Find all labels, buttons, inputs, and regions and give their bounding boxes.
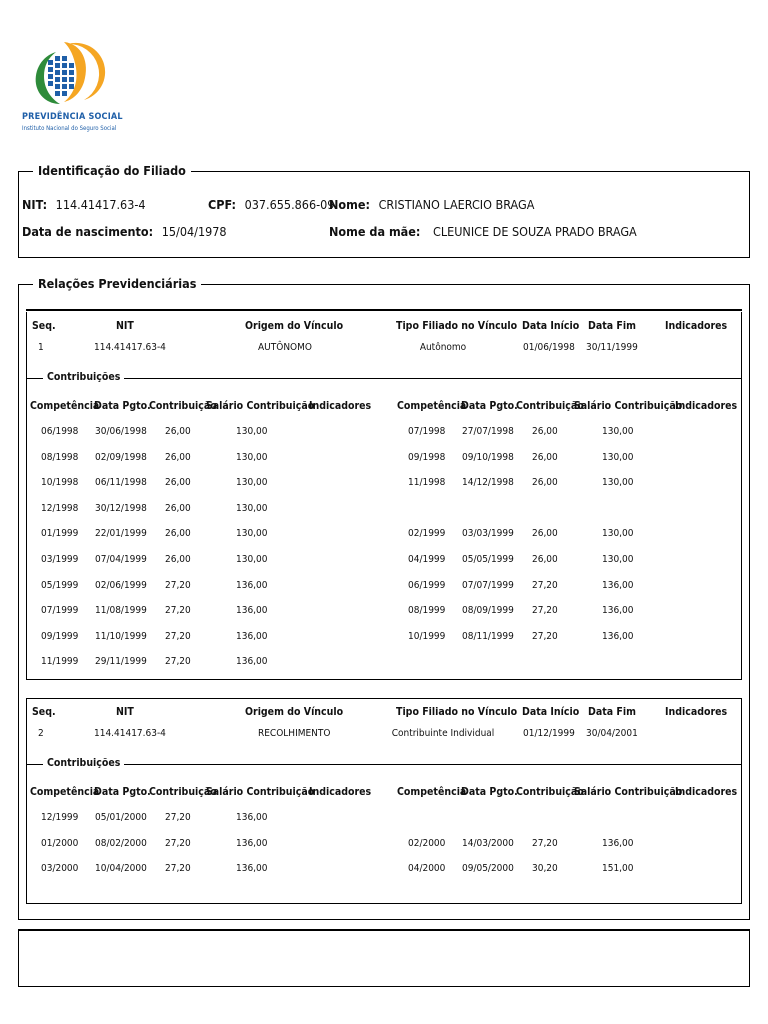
cpf-value: 037.655.866-09	[244, 197, 335, 212]
salario-cell: 136,00	[602, 630, 634, 642]
nascimento-label: Data de nascimento:	[22, 224, 154, 239]
mae-label: Nome da mãe:	[329, 224, 421, 239]
contribuicao-cell: 27,20	[165, 863, 191, 875]
vinculo-nit: 114.41417.63-4	[94, 342, 166, 353]
competencia-cell: 06/1999	[408, 579, 446, 591]
contribuicao-cell: 27,20	[165, 630, 191, 642]
contribuicao-cell: 30,20	[532, 863, 558, 875]
contribuicao-cell: 26,00	[532, 528, 558, 540]
header-salario: Salário Contribuição	[574, 786, 683, 798]
header-competencia: Competência	[397, 786, 467, 798]
header-indicadores-contrib: Indicadores	[675, 786, 738, 798]
salario-cell: 130,00	[236, 451, 268, 463]
mae-row	[329, 221, 637, 240]
salario-cell: 151,00	[602, 863, 634, 875]
nit-value: 114.41417.63-4	[55, 197, 146, 212]
identificacao-section	[18, 171, 750, 258]
vinculo-block	[26, 312, 742, 680]
data-pgto-cell: 05/01/2000	[95, 812, 147, 823]
competencia-cell: 01/2000	[41, 837, 79, 849]
salario-cell: 136,00	[602, 605, 634, 617]
competencia-cell: 04/2000	[408, 863, 446, 875]
vinculo-fim: 30/04/2001	[586, 728, 638, 739]
salario-cell: 130,00	[236, 502, 268, 514]
header-origem: Origem do Vínculo	[245, 320, 344, 332]
data-pgto-cell: 22/01/1999	[95, 528, 147, 540]
data-pgto-cell: 03/03/1999	[462, 528, 514, 540]
logo-title: PREVIDÊNCIA SOCIAL	[22, 112, 123, 122]
header-contribuicao: Contribuição	[149, 400, 217, 412]
header-seq: Seq.	[32, 320, 56, 332]
header-salario: Salário Contribuição	[206, 400, 315, 412]
vinculo-tipo: Contribuinte Individual	[391, 728, 495, 739]
header-indicadores-contrib: Indicadores	[309, 786, 372, 798]
data-pgto-cell: 05/05/1999	[462, 554, 514, 565]
header-nit: NIT	[116, 706, 134, 718]
vinculo-nit: 114.41417.63-4	[94, 728, 166, 739]
vinculo-seq: 2	[38, 728, 44, 739]
nome-value: CRISTIANO LAERCIO BRAGA	[378, 197, 535, 212]
vinculo-origem: RECOLHIMENTO	[258, 728, 331, 739]
salario-cell: 130,00	[236, 426, 268, 437]
header-nit: NIT	[116, 320, 134, 332]
contribuicao-cell: 26,00	[532, 451, 558, 463]
competencia-cell: 10/1999	[408, 630, 446, 642]
competencia-cell: 07/1998	[408, 426, 446, 437]
header-fim: Data Fim	[588, 706, 636, 718]
contribuicao-cell: 27,20	[532, 579, 558, 591]
previdencia-logo-icon	[20, 38, 110, 138]
nascimento-row	[22, 221, 227, 240]
competencia-cell: 09/1998	[408, 451, 446, 463]
competencia-cell: 11/1999	[41, 656, 79, 668]
data-pgto-cell: 07/07/1999	[462, 579, 514, 591]
data-pgto-cell: 14/03/2000	[462, 837, 514, 849]
relacoes-legend: Relações Previdenciárias	[33, 276, 201, 291]
header-salario: Salário Contribuição	[574, 400, 683, 412]
contribuicao-cell: 27,20	[165, 579, 191, 591]
data-pgto-cell: 10/04/2000	[95, 863, 147, 875]
data-pgto-cell: 27/07/1998	[462, 426, 514, 437]
data-pgto-cell: 02/06/1999	[95, 579, 147, 591]
nome-row	[329, 194, 534, 213]
contribuicao-cell: 27,20	[165, 605, 191, 617]
header-fim: Data Fim	[588, 320, 636, 332]
competencia-cell: 06/1998	[41, 426, 79, 437]
data-pgto-cell: 07/04/1999	[95, 554, 147, 565]
competencia-cell: 01/1999	[41, 528, 79, 540]
contribuicao-cell: 26,00	[165, 502, 191, 514]
header-indicadores: Indicadores	[665, 320, 728, 332]
salario-cell: 130,00	[236, 477, 268, 489]
header-inicio: Data Início	[522, 706, 580, 718]
contribuicao-cell: 27,20	[165, 812, 191, 823]
header-tipo: Tipo Filiado no Vínculo	[396, 320, 518, 332]
cpf-row	[208, 194, 334, 213]
data-pgto-cell: 02/09/1998	[95, 451, 147, 463]
vinculo-inicio: 01/12/1999	[523, 728, 575, 739]
data-pgto-cell: 14/12/1998	[462, 477, 514, 489]
salario-cell: 130,00	[602, 477, 634, 489]
contribuicao-cell: 26,00	[532, 477, 558, 489]
competencia-cell: 12/1998	[41, 502, 79, 514]
nascimento-value: 15/04/1978	[161, 224, 227, 239]
data-pgto-cell: 30/06/1998	[95, 426, 147, 437]
competencia-cell: 08/1999	[408, 605, 446, 617]
contribuicao-cell: 26,00	[165, 426, 191, 437]
vinculo-inicio: 01/06/1998	[523, 342, 575, 353]
cpf-label: CPF:	[208, 197, 236, 212]
salario-cell: 130,00	[236, 554, 268, 565]
header-indicadores-contrib: Indicadores	[675, 400, 738, 412]
contribuicao-cell: 27,20	[532, 630, 558, 642]
contribuicao-cell: 26,00	[165, 451, 191, 463]
data-pgto-cell: 06/11/1998	[95, 477, 147, 489]
contribuicao-cell: 26,00	[532, 554, 558, 565]
competencia-cell: 02/1999	[408, 528, 446, 540]
header-contribuicao: Contribuição	[516, 400, 584, 412]
competencia-cell: 03/1999	[41, 554, 79, 565]
salario-cell: 130,00	[236, 528, 268, 540]
relacoes-top-rule	[26, 309, 742, 311]
competencia-cell: 09/1999	[41, 630, 79, 642]
header-data-pgto: Data Pgto.	[94, 400, 151, 412]
salario-cell: 136,00	[236, 656, 268, 668]
data-pgto-cell: 09/10/1998	[462, 451, 514, 463]
data-pgto-cell: 08/02/2000	[95, 837, 147, 849]
header-salario: Salário Contribuição	[206, 786, 315, 798]
competencia-cell: 11/1998	[408, 477, 446, 489]
vinculo-tipo: Autônomo	[419, 342, 467, 353]
header-indicadores: Indicadores	[665, 706, 728, 718]
header-data-pgto: Data Pgto.	[461, 400, 518, 412]
data-pgto-cell: 11/10/1999	[95, 630, 147, 642]
header-competencia: Competência	[30, 400, 100, 412]
vinculo-fim: 30/11/1999	[586, 342, 638, 353]
nit-label: NIT:	[22, 197, 48, 212]
contribuicoes-rule	[26, 764, 742, 765]
contribuicoes-legend: Contribuições	[43, 757, 124, 769]
header-seq: Seq.	[32, 706, 56, 718]
contribuicao-cell: 26,00	[532, 426, 558, 437]
header-origem: Origem do Vínculo	[245, 706, 344, 718]
data-pgto-cell: 08/09/1999	[462, 605, 514, 617]
competencia-cell: 04/1999	[408, 554, 446, 565]
data-pgto-cell: 29/11/1999	[95, 656, 147, 668]
header-contribuicao: Contribuição	[149, 786, 217, 798]
salario-cell: 136,00	[602, 579, 634, 591]
salario-cell: 136,00	[236, 630, 268, 642]
salario-cell: 130,00	[602, 451, 634, 463]
competencia-cell: 10/1998	[41, 477, 79, 489]
mae-value: CLEUNICE DE SOUZA PRADO BRAGA	[432, 224, 637, 239]
data-pgto-cell: 11/08/1999	[95, 605, 147, 617]
contribuicao-cell: 27,20	[532, 837, 558, 849]
nome-label: Nome:	[329, 197, 370, 212]
footer-box	[18, 929, 750, 987]
data-pgto-cell: 08/11/1999	[462, 630, 514, 642]
salario-cell: 130,00	[602, 426, 634, 437]
header-competencia: Competência	[30, 786, 100, 798]
contribuicao-cell: 27,20	[165, 837, 191, 849]
vinculo-seq: 1	[38, 342, 44, 353]
competencia-cell: 02/2000	[408, 837, 446, 849]
header-data-pgto: Data Pgto.	[94, 786, 151, 798]
contribuicoes-rule	[26, 378, 742, 379]
competencia-cell: 03/2000	[41, 863, 79, 875]
salario-cell: 136,00	[236, 579, 268, 591]
salario-cell: 136,00	[236, 605, 268, 617]
identificacao-legend: Identificação do Filiado	[33, 163, 191, 178]
competencia-cell: 12/1999	[41, 812, 79, 823]
salario-cell: 136,00	[236, 812, 268, 823]
vinculo-origem: AUTÔNOMO	[258, 342, 312, 353]
header-indicadores-contrib: Indicadores	[309, 400, 372, 412]
competencia-cell: 08/1998	[41, 451, 79, 463]
contribuicao-cell: 27,20	[165, 656, 191, 668]
data-pgto-cell: 09/05/2000	[462, 863, 514, 875]
contribuicao-cell: 26,00	[165, 528, 191, 540]
header-tipo: Tipo Filiado no Vínculo	[396, 706, 518, 718]
salario-cell: 130,00	[602, 554, 634, 565]
contribuicao-cell: 26,00	[165, 554, 191, 565]
logo-subtitle: Instituto Nacional do Seguro Social	[22, 125, 117, 132]
header-data-pgto: Data Pgto.	[461, 786, 518, 798]
contribuicoes-legend: Contribuições	[43, 371, 124, 383]
salario-cell: 136,00	[602, 837, 634, 849]
competencia-cell: 05/1999	[41, 579, 79, 591]
header-inicio: Data Início	[522, 320, 580, 332]
nit-row	[22, 194, 146, 213]
salario-cell: 136,00	[236, 863, 268, 875]
header-contribuicao: Contribuição	[516, 786, 584, 798]
header-competencia: Competência	[397, 400, 467, 412]
contribuicao-cell: 26,00	[165, 477, 191, 489]
competencia-cell: 07/1999	[41, 605, 79, 617]
contribuicao-cell: 27,20	[532, 605, 558, 617]
data-pgto-cell: 30/12/1998	[95, 502, 147, 514]
salario-cell: 130,00	[602, 528, 634, 540]
salario-cell: 136,00	[236, 837, 268, 849]
